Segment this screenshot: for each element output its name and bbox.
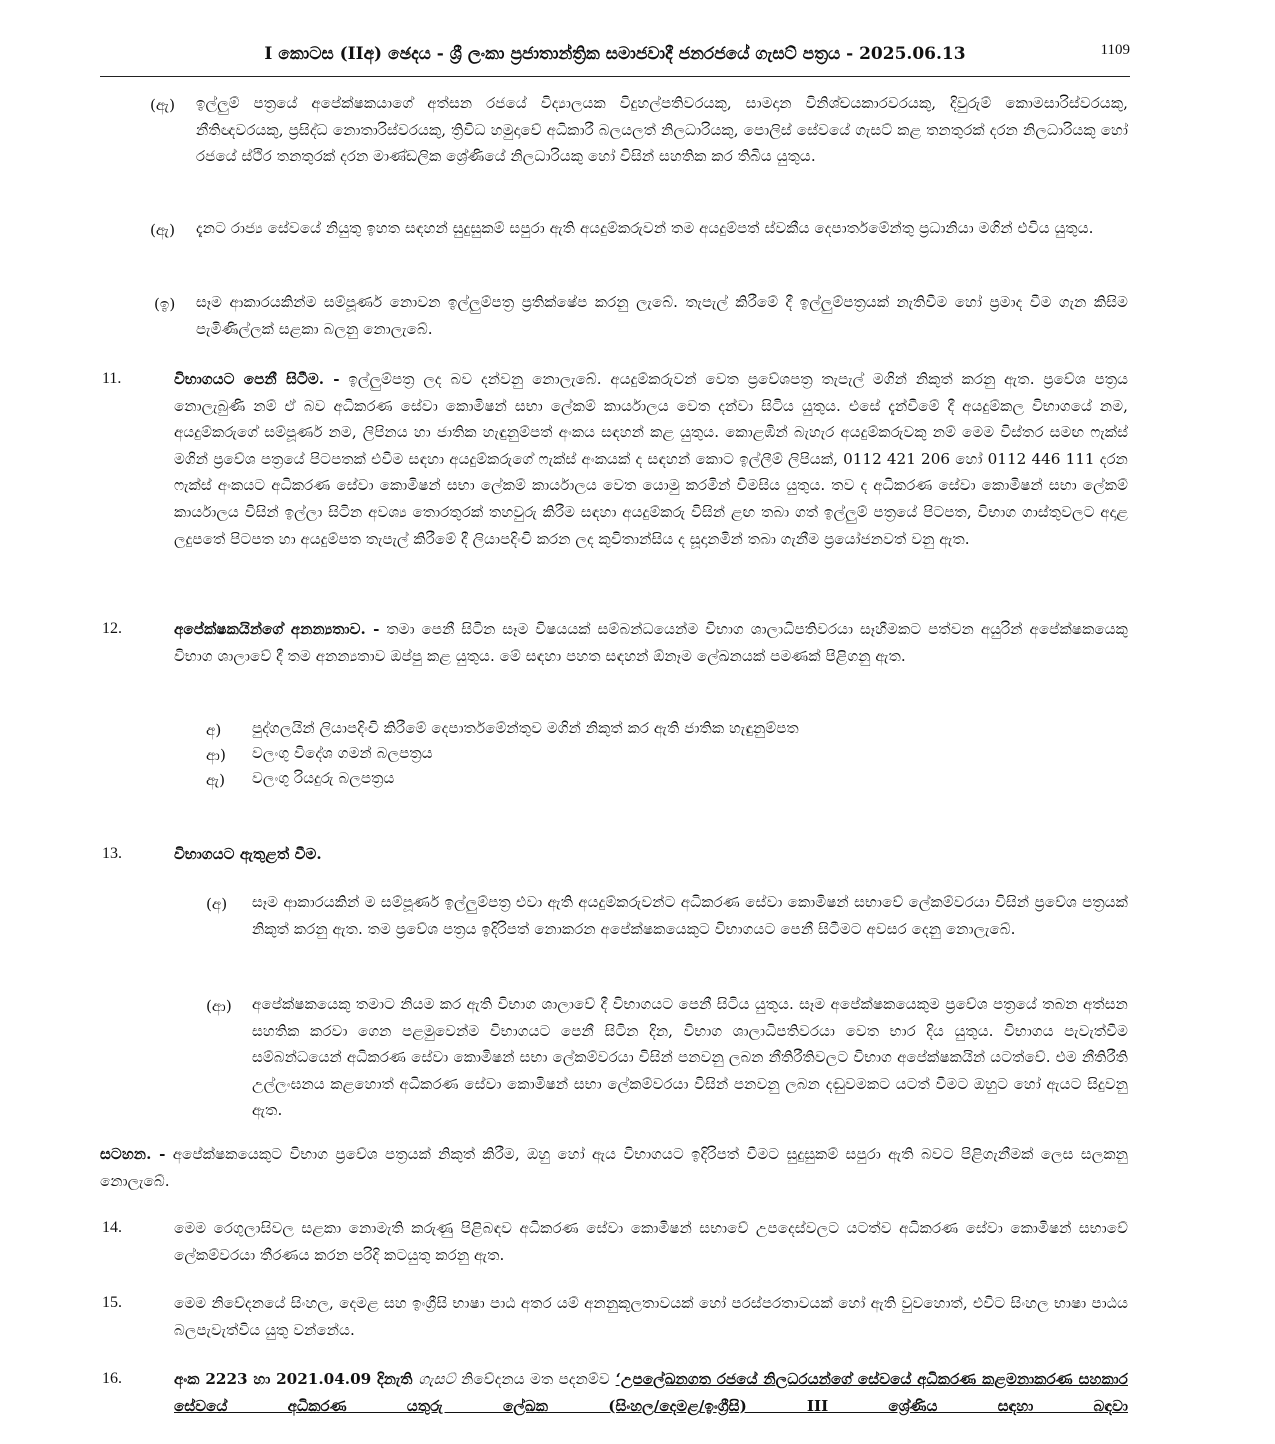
section-12-text — [174, 616, 1128, 669]
id-document-nic: පුද්ගලයින් ලියාපදිංචි කිරීමේ දෙපාර්තමේන්තුව මගින් නිකුත් කර ඇති ජාතික හැඳුනුම්පත — [252, 719, 799, 737]
item-marker: (අ) — [206, 895, 228, 913]
section-11-body: ඉල්ලුම්පත්‍ර ලද බව දන්වනු නොලැබේ. අයදුම්කරුවන් වෙත ප්‍රවේශපත්‍ර තැපැල් මගින් නිකුත් කරනු ඇත. ප්‍රවේශ පත්‍රය නොලැබුණි නම් ඒ බව අධිකරණ සේවා කොමිෂන් සභා ලේකම් කාර්යාලය වෙත දන්වා සිටිය යුතුය. එසේ දැන්වීමේ දී අයදුම්කල විභාගයේ නම, අයදුම්කරුගේ සම්පූර්ණ නම, ලිපිනය හා ජාතික හැඳුනුම්පත් අංකය සඳහන් කළ යුතුය. කොළඹින් බැහැර අයදුම්කරුවකු නම් මෙම විස්තර සමඟ ෆැක්ස් මගින් ප්‍රවේශ පත්‍රයේ පිටපතක් එවීම සඳහා අයදුම්කරුගේ ෆැක්ස් අංකයක් ද සඳහන් කොට ඉල්ලීම් ලිපියක්, 0112 421 206 හෝ 0112 446 111 දරන ෆැක්ස් අංකයට අධිකරණ සේවා කොමිෂන් සභා ලේකම් කාර්යාලය වෙත යොමු කරමින් විමසිය යුතුය. තව ද අධිකරණ සේවා කොමිෂන් සභා ලේකම් කාර්යාලය විසින් ඉල්ලා සිටින අවශ්‍ය තොරතුරක් තහවුරු කිරීම සඳහා අයදුම්කරු විසින් ළඟ තබා ගත් ඉල්ලුම් පත්‍රයේ පිටපත, විභාග ගාස්තුවලට අදාළ ලදුපතේ පිටපත හා අයදුම්පත තැපැල් කිරීමේ දී ලියාපදිංචි කරන ලද කුවිතාන්සිය ද සූදානමින් තබා ගැනීම ප්‍රයෝජනවත් වනු ඇත. — [174, 370, 1128, 548]
header-title: I කොටස (IIඅ) ඡෙදය - ශ්‍රී ලංකා ප්‍රජාතාන්ත්‍රික සමාජවාදී ජනරජයේ ගැසට් පත්‍රය - 2025.06.13 — [264, 44, 966, 64]
list-item-marker: ඇ) — [206, 771, 226, 789]
section-12-body: තමා පෙනී සිටින සෑම විෂයයක් සම්බන්ධයෙන්ම විභාග ශාලාධිපතිවරයා සෑහීමකට පත්වන අයුරින් අපේක්ෂකයෙකු විභාග ශාලාවේ දී තම අනන්‍යතාව ඔප්පු කළ යුතුය. මේ සඳහා පහත සඳහන් ඕනෑම ලේඛනයක් පමණක් පිළිගනු ඇත. — [174, 620, 1128, 665]
id-document-driving-licence: වලංගු රියදුරු බලපත්‍රය — [252, 769, 395, 787]
item-marker: (ආ) — [206, 997, 232, 1015]
intro-item-incomplete: සෑම ආකාරයකින්ම සම්පූර්ණ නොවන ඉල්ලුම්පත්‍ර ප්‍රතික්ෂේප කරනු ලැබේ. තැපැල් කිරීමේ දී ඉල්ලුම්පත්‍රයක් නැතිවීම හෝ ප්‍රමාද වීම ගැන කිසිම පැමිණිල්ලක් සළකා බලනු නොලැබේ. — [196, 293, 1128, 338]
list-item-marker: අ) — [206, 721, 222, 739]
section-number: 12. — [102, 620, 122, 637]
note-label: සටහන. - — [100, 1145, 166, 1163]
note-paragraph — [100, 1141, 1128, 1194]
id-document-passport: වලංගු විදේශ ගමන් බලපත්‍රය — [252, 744, 433, 762]
section-13-item-a: සෑම ආකාරයකින් ම සම්පූර්ණ ඉල්ලුම්පත්‍ර එවා ඇති අයදුම්කරුවන්ට අධිකරණ සේවා කොමිෂන් සභාවේ ලේකම්වරයා විසින් ප්‍රවේශ පත්‍රයක් නිකුත් කරනු ඇත. තම ප්‍රවේශ පත්‍රය ඉදිරිපත් නොකරන අපේක්ෂකයෙකුට විභාගයට පෙනී සිටීමට අවසර දෙනු නොලැබේ. — [252, 893, 1128, 938]
page-number: 1109 — [1100, 42, 1130, 58]
section-15-text: මෙම නිවේදනයේ සිංහල, දෙමළ සහ ඉංග්‍රීසි භාෂා පාඨ අතර යම් අනනුකූලතාවයක් හෝ පරස්පරතාවයක් හෝ ඇති වුවහොත්, එවිට සිංහල භාෂා පාඨය බලපැවැත්විය යුතු වන්නේය. — [174, 1294, 1128, 1339]
item-marker: (ඇ) — [150, 96, 176, 114]
section-16-gazette-word: ගැසට් — [418, 1370, 456, 1388]
section-number: 13. — [102, 845, 122, 862]
item-marker: (ඇ) — [150, 221, 176, 239]
section-13-item-b: අපේක්ෂකයෙකු තමාට නියම කර ඇති විභාග ශාලාවේ දී විභාගයට පෙනී සිටිය යුතුය. සෑම අපේක්ෂකයෙකුම ප්‍රවේශ පත්‍රයේ තබන අත්සන සහතික කරවා ගෙන පළමුවෙන්ම විභාගයට පෙනී සිටින දින, විභාග ශාලාධිපතිවරයා වෙත භාර දිය යුතුය. විභාගය පැවැත්වීම සම්බන්ධයෙන් අධිකරණ සේවා කොමිෂන් සභා ලේකම්වරයා විසින් පනවනු ලබන නීතිරීතිවලට විභාග අපේක්ෂකයින් යටත්වේ. එම නීතිරීති උල්ලංඝනය කළහොත් අධිකරණ සේවා කොමිෂන් සභා ලේකම්වරයා විසින් පනවනු ලබන දඬුවමකට යටත් වීමට ඔහුට හෝ ඇයට සිදුවනු ඇත. — [252, 995, 1128, 1120]
section-16-title: ‘උපලේඛනගත රජයේ නිලධරයන්ගේ සේවයේ අධිකරණ කළමනාකරණ සහකාර සේවයේ අධිකරණ යතුරු ලේඛක (සිංහල/දෙමළ/ඉංග්‍රීසි) III ශ්‍රේණිය සඳහා බඳවා — [174, 1370, 1128, 1415]
page-header — [100, 36, 1130, 77]
section-number: 11. — [102, 370, 122, 387]
section-13-label: විභාගයට ඇතුළත් වීම. — [174, 845, 322, 863]
section-14-text: මෙම රෙගුලාසිවල සළකා නොමැති කරුණු පිළිබඳව අධිකරණ සේවා කොමිෂන් සභාවේ උපදෙස්වලට යටත්ව අධිකරණ සේවා කොමිෂන් සභාවේ ලේකම්වරයා තීරණය කරන පරිදි කටයුතු කරනු ඇත. — [174, 1219, 1128, 1264]
section-16-part-a: අංක 2223 හා 2021.04.09 දිනැති — [174, 1370, 413, 1388]
note-body: අපේක්ෂකයෙකුට විභාග ප්‍රවේශ පත්‍රයක් නිකුත් කිරීම, ඔහු හෝ ඇය විභාගයට ඉදිරිපත් වීමට සුදුසුකම් සපුරා ඇති බවට පිළිගැනීමක් ලෙස සලකනු නොලැබේ. — [100, 1145, 1128, 1190]
section-16-text — [174, 1366, 1128, 1419]
item-marker: (ඉ) — [154, 295, 176, 313]
section-number: 15. — [102, 1294, 122, 1311]
section-11-text — [174, 366, 1128, 552]
section-number: 16. — [102, 1370, 122, 1387]
section-number: 14. — [102, 1219, 122, 1236]
section-16-part-c: නිවේදනය මත පදනම්ව — [461, 1370, 610, 1388]
intro-item-state-service: දැනට රාජ්‍ය සේවයේ නියුතු ඉහත සඳහන් සුදුසුකම් සපුරා ඇති අයදුම්කරුවන් තම අයදුම්පත් ස්වකීය දෙපාර්තමේන්තු ප්‍රධානියා මගින් එවිය යුතුය. — [196, 219, 1094, 237]
list-item-marker: ආ) — [206, 746, 226, 764]
section-12-label: අපේක්ෂකයින්ගේ අනන්‍යතාව. - — [174, 620, 380, 638]
intro-item-certification: ඉල්ලුම් පත්‍රයේ අපේක්ෂකයාගේ අත්සන රජයේ විද්‍යාලයක විදුහල්පතිවරයකු, සාමදාන විනිශ්චයකාරවරයකු, දිවුරුම් කොමසාරිස්වරයකු, නීතිඥවරයකු, ප්‍රසිද්ධ නොතාරිස්වරයකු, ත්‍රිවිධ හමුදාවේ අධිකාරී බලයලත් නිලධාරියකු, පොලිස් සේවයේ ගැසට් කළ තනතුරක් දරන නිලධාරියකු හෝ රජයේ ස්ථිර තනතුරක් දරන මාණ්ඩලික ශ්‍රේණියේ නිලධාරියකු හෝ විසින් සහතික කර තිබිය යුතුය. — [196, 94, 1128, 166]
section-11-label: විභාගයට පෙනී සිටීම. - — [174, 370, 340, 388]
